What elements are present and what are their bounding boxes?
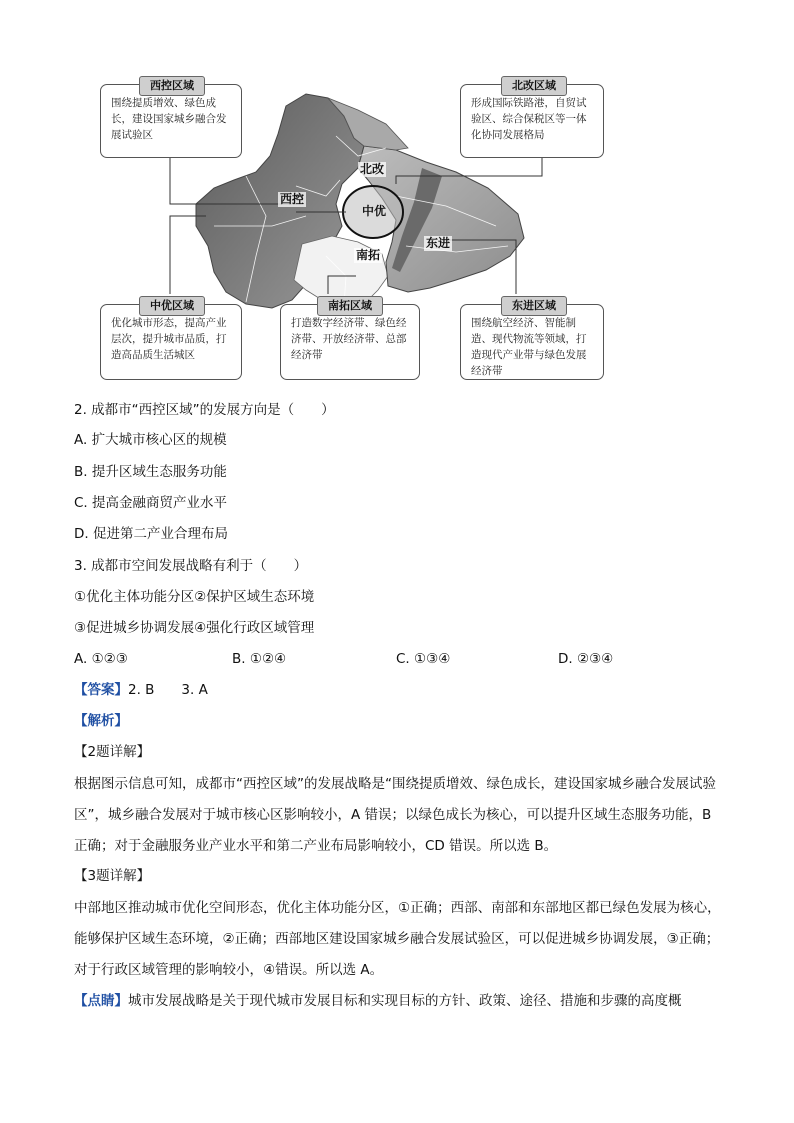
question-3-option-d: D. ②③④ bbox=[558, 651, 614, 667]
map-label-west: 西控 bbox=[280, 192, 305, 206]
answer-tag: 【答案】 bbox=[74, 682, 128, 698]
west-region-text: 围绕提质增效、绿色成长，建设国家城乡融合发展试验区 bbox=[111, 97, 227, 141]
east-region-title: 东进区域 bbox=[501, 296, 567, 316]
q2-detail-heading: 【2题详解】 bbox=[74, 744, 151, 760]
comment-tag: 【点睛】 bbox=[74, 993, 128, 1009]
question-2-option-b: B. 提升区域生态服务功能 bbox=[74, 464, 227, 480]
answer-text: 2. B 3. A bbox=[128, 682, 208, 698]
south-region-box bbox=[280, 299, 420, 380]
question-3-option-b: B. ①②④ bbox=[232, 651, 287, 667]
analysis-tag-line bbox=[74, 711, 128, 731]
map-label-north: 北改 bbox=[360, 162, 385, 176]
question-2-option-d: D. 促进第二产业合理布局 bbox=[74, 526, 228, 542]
east-region-text: 围绕航空经济、智能制造、现代物流等领域，打造现代产业带与绿色发展经济带 bbox=[471, 317, 587, 377]
question-2-stem: 2. 成都市“西控区域”的发展方向是（ ） bbox=[74, 402, 335, 418]
question-3-stem: 3. 成都市空间发展战略有利于（ ） bbox=[74, 558, 308, 574]
question-3-items-line-1: ①优化主体功能分区②保护区域生态环境 bbox=[74, 589, 315, 605]
question-3-option-a: A. ①②③ bbox=[74, 651, 128, 667]
south-region-text: 打造数字经济带、绿色经济带、开放经济带、总部经济带 bbox=[291, 317, 407, 361]
north-region-text: 形成国际铁路港，自贸试验区、综合保税区等一体化协同发展格局 bbox=[471, 97, 587, 141]
map-label-south: 南拓 bbox=[356, 248, 381, 262]
center-region-title: 中优区域 bbox=[139, 296, 205, 316]
north-region-box bbox=[460, 79, 604, 158]
map-label-center: 中优 bbox=[362, 204, 387, 218]
chengdu-strategy-map-figure bbox=[96, 76, 606, 382]
west-region-title: 西控区域 bbox=[139, 76, 205, 96]
comment-line bbox=[74, 991, 682, 1011]
comment-text: 城市发展战略是关于现代城市发展目标和实现目标的方针、政策、途径、措施和步骤的高度概 bbox=[128, 993, 682, 1009]
west-region-box bbox=[100, 79, 242, 158]
question-2-option-a: A. 扩大城市核心区的规模 bbox=[74, 432, 227, 448]
north-region-title: 北改区域 bbox=[501, 76, 567, 96]
q2-detail-text: 根据图示信息可知，成都市“西控区域”的发展战略是“围绕提质增效、绿色成长，建设国家城乡融合发展试验区”，城乡融合发展对于城市核心区影响较小，A 错误；以绿色成长为核心，可以提升区域生态服务功能，B 正确；对于金融服务业产业水平和第二产业布局影响较小，CD 错误。所以选 B。 bbox=[74, 776, 716, 854]
map-label-east: 东进 bbox=[426, 236, 451, 250]
east-region-box bbox=[460, 299, 604, 380]
question-3-items-line-2: ③促进城乡协调发展④强化行政区域管理 bbox=[74, 620, 315, 636]
center-region-text: 优化城市形态，提高产业层次，提升城市品质，打造高品质生活城区 bbox=[111, 317, 227, 361]
south-region-title: 南拓区域 bbox=[317, 296, 383, 316]
q3-detail-heading: 【3题详解】 bbox=[74, 868, 151, 884]
center-region-box bbox=[100, 299, 242, 380]
answer-line bbox=[74, 680, 208, 700]
question-3-option-c: C. ①③④ bbox=[396, 651, 451, 667]
q3-detail-text: 中部地区推动城市优化空间形态，优化主体功能分区，①正确；西部、南部和东部地区都已绿色发展为核心，能够保护区域生态环境，②正确；西部地区建设国家城乡融合发展试验区，可以促进城乡协调发展，③正确；对于行政区域管理的影响较小，④错误。所以选 A。 bbox=[74, 900, 721, 978]
question-2-option-c: C. 提高金融商贸产业水平 bbox=[74, 495, 228, 511]
analysis-tag: 【解析】 bbox=[74, 713, 128, 729]
